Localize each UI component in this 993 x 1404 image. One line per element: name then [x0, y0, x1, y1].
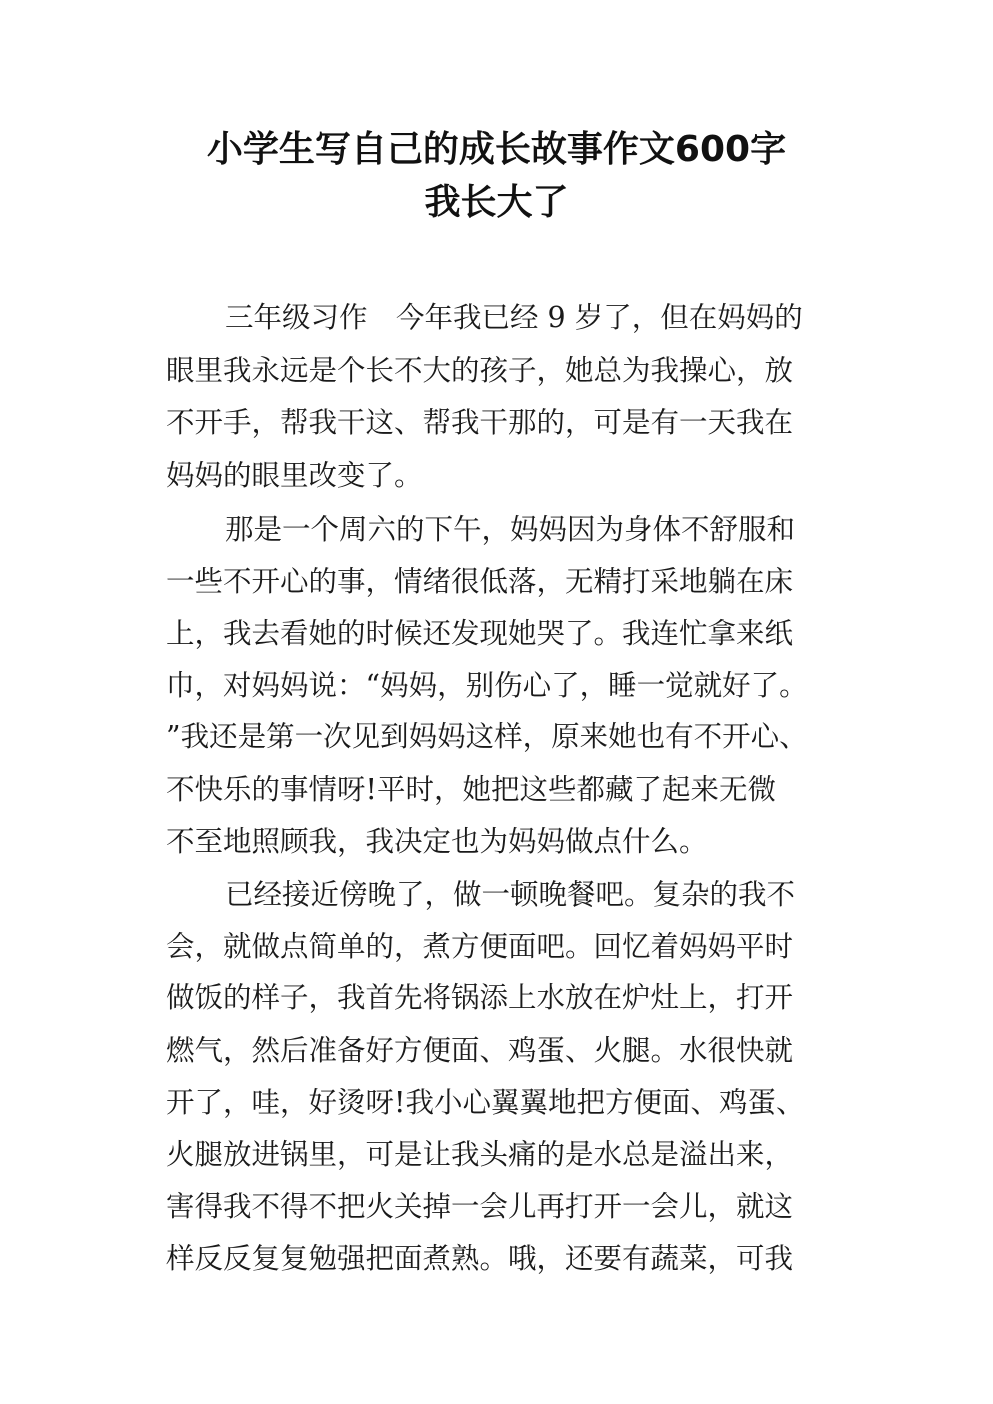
title-line-1: 小学生写自己的成长故事作文600字 — [206, 129, 787, 170]
text-line: 不开手，帮我干这、帮我干那的，可是有一天我在 — [166, 406, 794, 439]
text-line: 三年级习作 今年我已经 9 岁了，但在妈妈的 — [225, 301, 803, 334]
text-line: 巾，对妈妈说：“妈妈，别伤心了，睡一觉就好了。 — [166, 669, 808, 702]
text-line: 一些不开心的事，情绪很低落，无精打采地躺在床 — [166, 565, 794, 598]
text-line: 不快乐的事情呀!平时，她把这些都藏了起来无微 — [166, 773, 776, 806]
text-line: 开了，哇，好烫呀!我小心翼翼地把方便面、鸡蛋、 — [166, 1086, 805, 1119]
text-line: 那是一个周六的下午，妈妈因为身体不舒服和 — [225, 513, 796, 546]
text-line: 眼里我永远是个长不大的孩子，她总为我操心，放 — [166, 354, 794, 387]
text-line: 上，我去看她的时候还发现她哭了。我连忙拿来纸 — [166, 617, 794, 650]
text-line: 妈妈的眼里改变了。 — [166, 459, 423, 492]
text-line: ”我还是第一次见到妈妈这样，原来她也有不开心、 — [166, 720, 808, 753]
text-line: 做饭的样子，我首先将锅添上水放在炉灶上，打开 — [166, 981, 794, 1014]
title-line-2: 我长大了 — [424, 182, 569, 223]
text-line: 燃气，然后准备好方便面、鸡蛋、火腿。水很快就 — [166, 1034, 794, 1067]
text-line: 已经接近傍晚了，做一顿晚餐吧。复杂的我不 — [225, 878, 796, 911]
text-line: 害得我不得不把火关掉一会儿再打开一会儿，就这 — [166, 1190, 794, 1223]
text-line: 不至地照顾我，我决定也为妈妈做点什么。 — [166, 825, 708, 858]
text-line: 样反反复复勉强把面煮熟。哦，还要有蔬菜，可我 — [166, 1242, 794, 1275]
text-line: 火腿放进锅里，可是让我头痛的是水总是溢出来， — [166, 1138, 794, 1171]
text-line: 会，就做点简单的，煮方便面吧。回忆着妈妈平时 — [166, 930, 794, 963]
